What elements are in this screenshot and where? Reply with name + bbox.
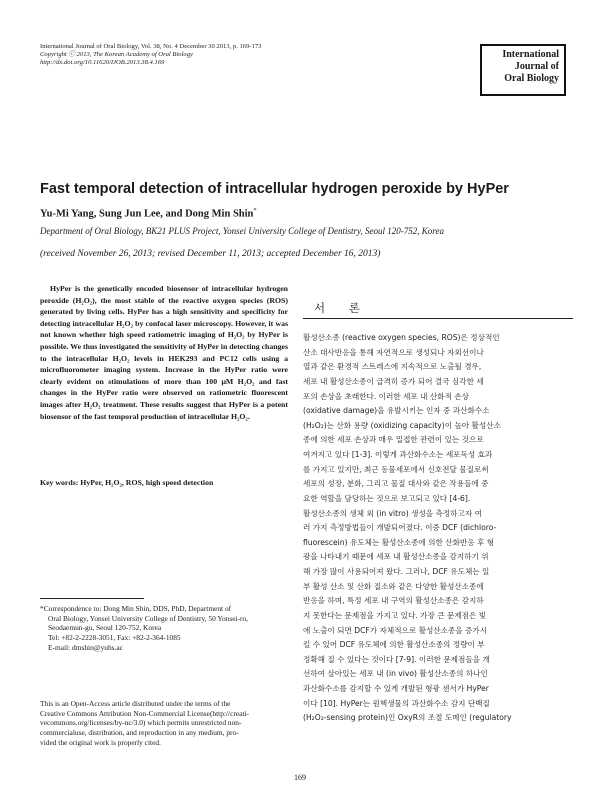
copyright-line: Copyright ⓒ 2013, The Korean Academy of Oral Biology: [40, 51, 193, 58]
license-line: commercialuse, distribution, and reproduction in any medium, pro-: [40, 728, 239, 738]
body-line: 정확해 질 수 있다는 것이다 [7-9]. 이러한 문제점들을 개: [303, 654, 490, 664]
body-line: (H₂O₂)는 산화 용량 (oxidizing capacity)이 높아 활성산소: [303, 420, 501, 430]
correspondence-line: Seodaemun-gu, Seoul 120-752, Korea: [48, 623, 162, 633]
body-line: (H₂O₂-sensing protein)인 OxyR의 조절 도메인 (regulatory: [303, 713, 512, 723]
correspondence-line: Oral Biology, Yonsei University College of Dentistry, 50 Yonsei-ro,: [48, 613, 249, 623]
doi-link[interactable]: http://dx.doi.org/10.11620/IJOB.2013.38.4.169: [40, 59, 165, 66]
journal-name-line-2: Journal of: [514, 61, 559, 72]
body-line: 포의 손상을 초래한다. 이러한 세포 내 산화적 손상: [303, 391, 470, 401]
received-dates: (received November 26, 2013; revised December 11, 2013; accepted December 16, 2013): [40, 249, 381, 259]
body-line: 활성산소종의 생체 외 (in vitro) 생성을 측정하고자 여: [303, 508, 482, 518]
body-line: 종에 의한 세포 손상과 매우 밀접한 관련이 있는 것으로: [303, 435, 484, 445]
body-line: 여겨지고 있다 [1-3]. 이렇게 과산화수소는 세포독성 효과: [303, 450, 493, 459]
body-line: 요한 역할을 담당하는 것으로 보고되고 있다 [4-6].: [303, 493, 471, 503]
abstract: [40, 283, 288, 422]
body-line: 에 노출이 되면 DCF가 자체적으로 활성산소종을 증가시: [303, 625, 488, 635]
body-line: 이다 [10]. HyPer는 원핵생물의 과산화수소 감지 단백질: [303, 698, 490, 708]
body-line: 반응을 하며, 특정 세포 내 구역의 활성산소종은 감지하: [303, 596, 484, 606]
body-line: 열과 같은 환경적 스트레스에 지속적으로 노출될 경우,: [303, 362, 482, 372]
introduction-body: [303, 331, 573, 726]
page-number: 169: [294, 773, 306, 782]
license-line: Creative Commons Attribution Non-Commercial License(http://creati-: [40, 708, 249, 718]
journal-name-line-1: International: [502, 49, 559, 60]
section-heading-introduction: 서 론: [314, 301, 370, 315]
author-list: [40, 207, 257, 220]
journal-logo-box: [480, 44, 566, 96]
license-line: vecommons.org/licenses/by-nc/3.0) which permits unrestricted non-: [40, 718, 242, 728]
abstract-text: HyPer is the genetically encoded biosensor of intracellular hydrogen peroxide (H₂O₂), the most stable of the reactive oxygen species (ROS) generated by living cells. HyPer has a high sensitivity and specificity for detecting intracellular H₂O₂ by confocal laser microscopy. However, it was not known whether high speed ratiometric imaging of H₂O₂ by HyPer is possible. We thus investigated the sensitivity of HyPer in detecting changes to the intracellular H₂O₂ levels in HEK293 and PC12 cells using a microfluorometer imaging system. Increase in the HyPer ratio were clearly evident on stimulations of more than 100 μM H₂O₂ and fast changes in the HyPer ratio were observed on ratiometric fluorescent images after H₂O₂ treatment. These results suggest that HyPer is a potent biosensor of the fast temporal production of intracellular H₂O₂.: [40, 284, 288, 421]
correspondence-line: Tel: +82-2-2228-3051, Fax: +82-2-364-1085: [48, 633, 181, 643]
corresponding-author-mark: *: [253, 207, 257, 214]
article-title: Fast temporal detection of intracellular hydrogen peroxide by HyPer: [40, 181, 509, 197]
section-heading-rule: [303, 318, 573, 319]
journal-name-line-3: Oral Biology: [504, 73, 559, 84]
body-line: 광을 나타내기 때문에 세포 내 활성산소종을 감지하기 위: [303, 552, 489, 562]
body-line: 부 활성 산소 및 산화 질소와 같은 다양한 활성산소종에: [303, 581, 484, 591]
body-line: 를 가지고 있지만, 최근 동물세포에서 신호전달 물질로써: [303, 464, 489, 474]
correspondence-email[interactable]: E-mail: dmshin@yuhs.ac: [48, 642, 123, 652]
running-header: [40, 43, 261, 67]
footnote-divider: [40, 598, 144, 599]
correspondence-footnote: [40, 604, 288, 653]
body-line: 해 가장 많이 사용되어져 왔다. 그러나, DCF 유도체는 일: [303, 567, 490, 576]
body-line: (oxidative damage)을 유발시키는 인자 중 과산화수소: [303, 406, 490, 416]
license-note: [40, 699, 288, 748]
body-line: 세포의 성장, 분화, 그리고 물질 대사와 같은 작용들에 중: [303, 479, 489, 489]
body-line: fluorescein) 유도체는 활성산소종에 의한 산화반응 후 형: [303, 537, 495, 547]
body-line: 활성산소종 (reactive oxygen species, ROS)은 정상적인: [303, 333, 500, 342]
body-line: 지 못한다는 문제점을 가지고 있다. 가장 큰 문제점은 빛: [303, 610, 487, 620]
correspondence-line: *Correspondence to: Dong Min Shin, DDS, PhD, Department of: [40, 604, 232, 613]
license-line: This is an Open-Access article distributed under the terms of the: [40, 699, 231, 708]
affiliation: Department of Oral Biology, BK21 PLUS Project, Yonsei University College of Dentistry, Seoul 120-752, Korea: [40, 226, 444, 236]
body-line: 산소 대사반응을 통해 자연적으로 생성되나 자외선이나: [303, 347, 484, 357]
citation-line: International Journal of Oral Biology, Vol. 38, No. 4 December 30 2013, p. 169-173: [40, 43, 262, 50]
author-names: Yu-Mi Yang, Sung Jun Lee, and Dong Min Shin: [40, 208, 254, 220]
license-line: vided the original work is properly cited.: [40, 737, 161, 747]
body-line: 세포 내 활성산소종이 급격히 증가 되어 결국 심각한 세: [303, 376, 484, 386]
keywords: Key words: HyPer, H₂O₂, ROS, high speed detection: [40, 478, 214, 487]
body-line: 과산화수소를 감지할 수 있게 개발된 형광 센서가 HyPer: [303, 684, 489, 693]
body-line: 러 가지 측정방법들이 개발되어졌다. 이중 DCF (dichloro-: [303, 523, 497, 533]
body-line: 킬 수 있어 DCF 유도체에 의한 활성산소종의 정량이 부: [303, 640, 485, 650]
body-line: 선하여 살아있는 세포 내 (in vivo) 활성산소종의 하나인: [303, 669, 488, 679]
